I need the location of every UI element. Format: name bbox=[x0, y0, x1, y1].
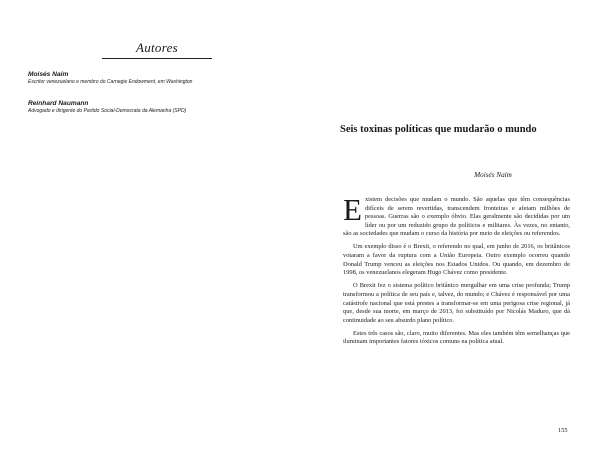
author-entry bbox=[28, 71, 192, 86]
drop-cap: E bbox=[343, 192, 362, 227]
page-number: 155 bbox=[558, 427, 568, 434]
author-description: Escritor venezuelano e membro do Carnegie Endowment, em Washington bbox=[28, 79, 193, 85]
body-paragraph: O Brexit fez o sistema político britânico mergulhar em uma crise profunda; Trump transformou a política de seu país e, talvez, do mundo; e Chávez é responsável por uma catástrofe nacional que está prestes a transformar-se em uma perigosa crise regional, já que, desde sua morte, em março de 2013, foi substituído por Nicolás Maduro, que dá continuidade ao seu absurdo plano político. bbox=[343, 282, 570, 324]
authors-heading: Autores bbox=[102, 40, 212, 59]
body-paragraph: Estes três casos são, claro, muito diferentes. Mas eles também têm semelhanças que iluminam importantes fatores tóxicos comuns na política atual. bbox=[343, 329, 570, 346]
paragraph-text: xistem decisões que mudam o mundo. São aquelas que têm consequências difíceis de serem revertidas, transcendem fronteiras e afetam milhões de pessoas. Guerras são o exemplo óbvio. Elas geralmente são decididas por um líder ou por um reduzido grupo de políticos e militares. Às vezes, no entanto, são as sociedades que mudam o curso da história por meio de eleições ou referendos. bbox=[343, 196, 570, 238]
author-entry bbox=[28, 100, 186, 115]
author-name: Reinhard Naumann bbox=[28, 100, 89, 107]
right-page bbox=[300, 0, 600, 453]
author-description: Advogado e dirigente do Partido Social-Democrata da Alemanha (SPD) bbox=[28, 108, 187, 114]
author-name: Moisés Naím bbox=[28, 71, 69, 78]
byline: Moisés Naím bbox=[474, 171, 512, 179]
body-paragraph: Um exemplo disso é o Brexit, o referendo no qual, em junho de 2016, os britânicos votaram a favor da ruptura com a União Europeia. Outro exemplo ocorreu quando Donald Trump venceu as eleições nos Estados Unidos. Ou quando, em dezembro de 1998, os venezuelanos elegeram Hugo Chávez como presidente. bbox=[343, 243, 570, 277]
essay-body bbox=[343, 192, 570, 352]
essay-title: Seis toxinas políticas que mudarão o mundo bbox=[340, 124, 537, 135]
body-paragraph bbox=[343, 192, 570, 239]
